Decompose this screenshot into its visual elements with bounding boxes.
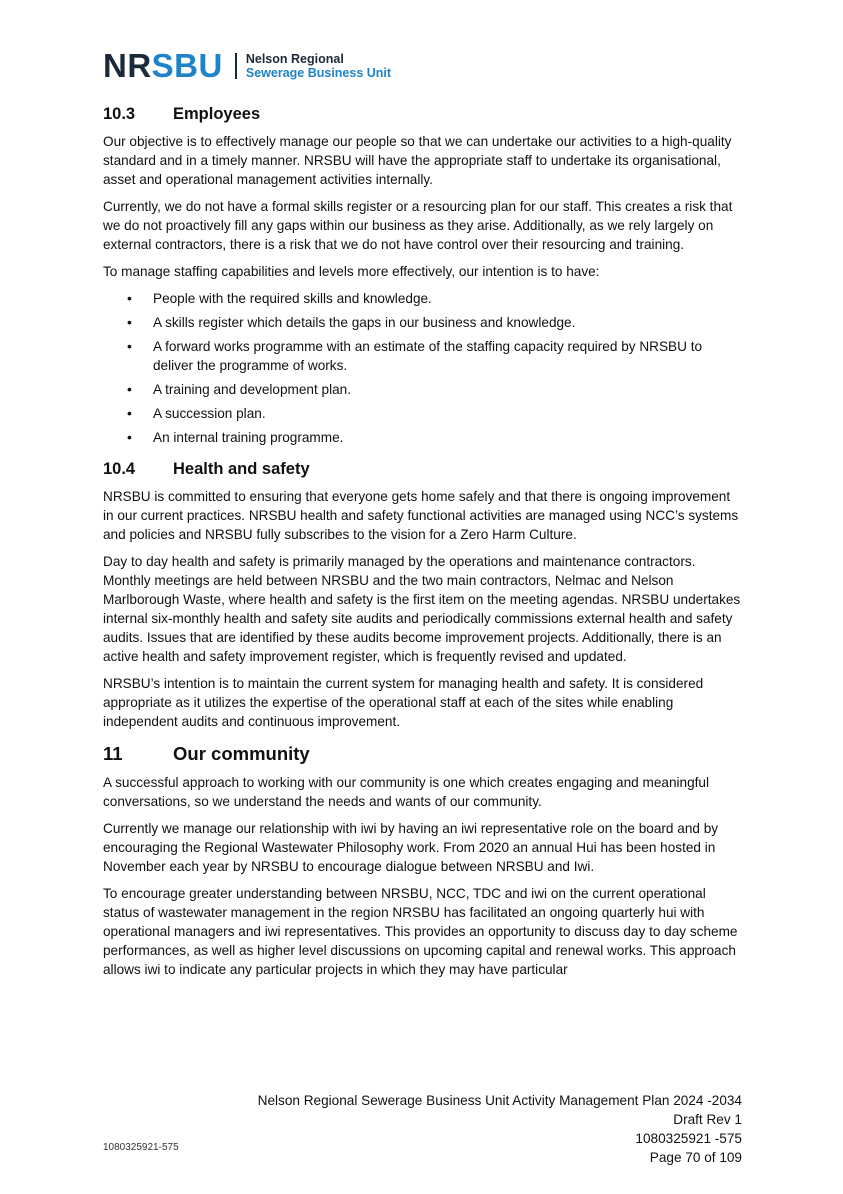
- paragraph: To encourage greater understanding between NRSBU, NCC, TDC and iwi on the current operational status of wastewater management in the region NRSBU has facilitated an ongoing quarterly hui with operational managers and iwi representatives. This provides an opportunity to discuss day to day scheme performances, as well as higher level discussions on upcoming capital and renewal works. This approach allows iwi to indicate any particular projects in which they may have particular: [103, 886, 738, 977]
- document-body: [103, 100, 743, 987]
- list-item: • A succession plan.: [103, 404, 743, 423]
- document-id: 1080325921-575: [103, 1142, 179, 1153]
- paragraph: Currently we manage our relationship with iwi by having an iwi representative role on the board and by encouraging the Regional Wastewater Philosophy work. From 2020 an annual Hui has been hosted in November each year by NRSBU to encourage dialogue between NRSBU and Iwi.: [103, 821, 719, 874]
- section-our-community: [103, 739, 743, 979]
- list-item: • An internal training programme.: [103, 428, 743, 447]
- logo-mark: NRSBU: [103, 47, 223, 84]
- paragraph: NRSBU’s intention is to maintain the current system for managing health and safety. It is considered appropriate as it utilizes the expertise of the operational staff at each of the sites while enabling independent audits and continuous improvement.: [103, 676, 704, 729]
- paragraph: Currently, we do not have a formal skills register or a resourcing plan for our staff. This creates a risk that we do not proactively fill any gaps within our business as they arise. Additionally, as we rely largely on external contractors, there is a risk that we do not have control over their resourcing and training.: [103, 199, 733, 252]
- paragraph: A successful approach to working with our community is one which creates engaging and meaningful conversations, so we understand the needs and wants of our community.: [103, 775, 710, 809]
- logo-line-1: Nelson Regional: [245, 52, 344, 66]
- logo-line-2: Sewerage Business Unit: [245, 66, 392, 80]
- footer-reference: 1080325921 -575: [635, 1131, 742, 1146]
- page-footer: [258, 1091, 742, 1167]
- list-item: • A skills register which details the gaps in our business and knowledge.: [103, 313, 743, 332]
- section-heading: 11 Our community: [103, 743, 310, 764]
- paragraph: NRSBU is committed to ensuring that everyone gets home safely and that there is ongoing improvement in our current practices. NRSBU health and safety functional activities are managed using NCC’s systems and policies and NRSBU fully subscribes to the vision for a Zero Harm Culture.: [103, 489, 739, 542]
- nrsbu-logo: [103, 47, 392, 84]
- footer-revision: Draft Rev 1: [673, 1112, 742, 1127]
- logo-text: [246, 52, 391, 80]
- section-employees: [103, 100, 743, 447]
- section-heading: 10.3 Employees: [103, 105, 261, 123]
- bullet-list: [103, 289, 743, 447]
- page-number: Page 70 of 109: [649, 1150, 742, 1165]
- section-heading: 10.4 Health and safety: [103, 460, 310, 478]
- list-item: • A training and development plan.: [103, 380, 743, 399]
- logo-divider: [235, 53, 237, 79]
- list-item: • People with the required skills and knowledge.: [103, 289, 743, 308]
- list-item: • A forward works programme with an estimate of the staffing capacity required by NRSBU to deliver the programme of works.: [103, 337, 743, 375]
- paragraph: To manage staffing capabilities and levels more effectively, our intention is to have:: [103, 264, 600, 279]
- paragraph: Our objective is to effectively manage our people so that we can undertake our activities to a high-quality standard and in a timely manner. NRSBU will have the appropriate staff to undertake its organisational, asset and operational management activities internally.: [103, 134, 732, 187]
- footer-title: Nelson Regional Sewerage Business Unit Activity Management Plan 2024 -2034: [257, 1093, 742, 1108]
- paragraph: Day to day health and safety is primarily managed by the operations and maintenance contractors. Monthly meetings are held between NRSBU and the two main contractors, Nelmac and Nelson Marlborough Waste, where health and safety is the first item on the meeting agendas. NRSBU undertakes internal six-monthly health and safety site audits and periodically commissions external health and safety audits. Issues that are identified by these audits become improvement projects. Additionally, there is an active health and safety improvement register, which is frequently revised and updated.: [103, 554, 741, 664]
- section-health-and-safety: [103, 455, 743, 731]
